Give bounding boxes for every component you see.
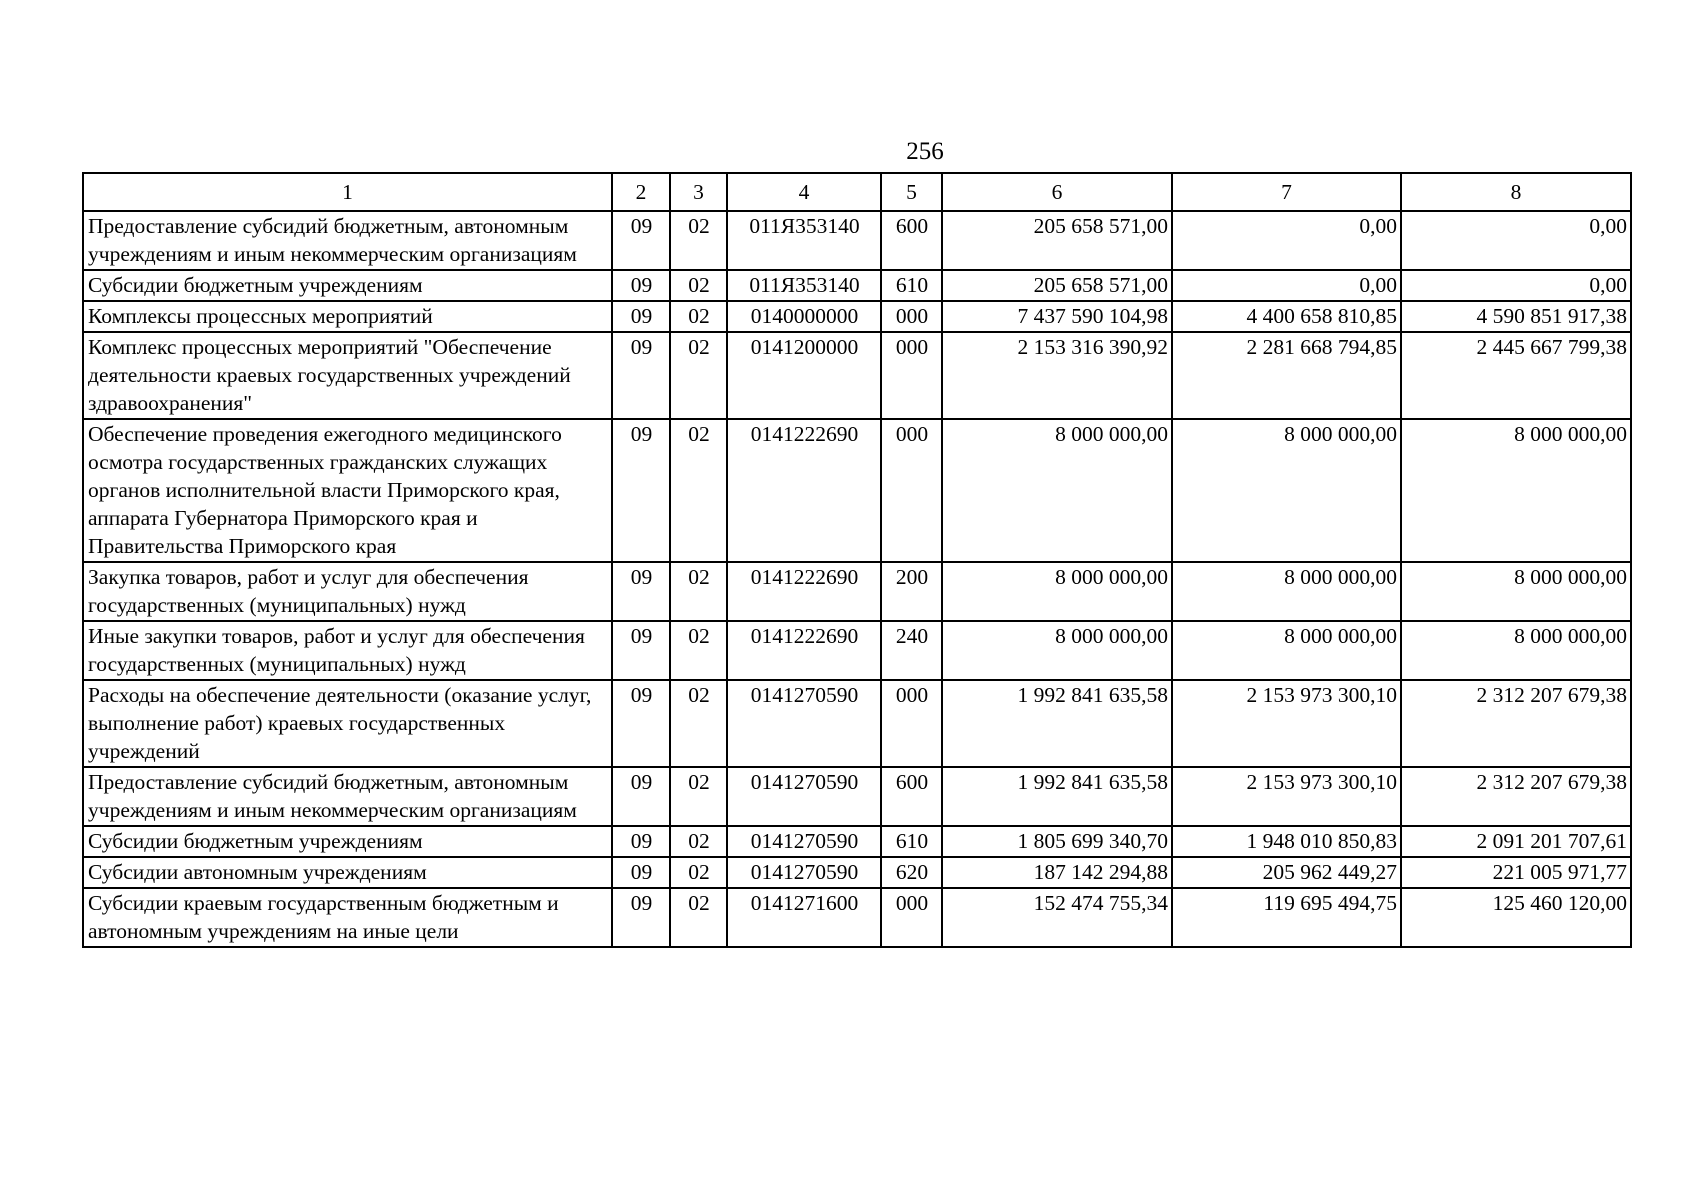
column-header: 2 [612,173,670,211]
target-code-cell: 011Я353140 [727,270,881,301]
target-code-cell: 011Я353140 [727,211,881,270]
row-name-cell: Субсидии бюджетным учреждениям [83,826,612,857]
target-code-cell: 0141200000 [727,332,881,419]
column-header: 3 [670,173,727,211]
amount-cell: 119 695 494,75 [1172,888,1401,947]
row-name-cell: Комплекс процессных мероприятий "Обеспечение деятельности краевых государственных учреждений здравоохранения" [83,332,612,419]
subsection-code-cell: 02 [670,857,727,888]
row-name-cell: Субсидии краевым государственным бюджетным и автономным учреждениям на иные цели [83,888,612,947]
amount-cell: 2 153 973 300,10 [1172,767,1401,826]
amount-cell: 0,00 [1172,211,1401,270]
target-code-cell: 0141270590 [727,767,881,826]
subsection-code-cell: 02 [670,419,727,562]
column-header: 8 [1401,173,1631,211]
amount-cell: 8 000 000,00 [942,621,1172,680]
row-name-cell: Закупка товаров, работ и услуг для обеспечения государственных (муниципальных) нужд [83,562,612,621]
section-code-cell: 09 [612,888,670,947]
amount-cell: 8 000 000,00 [1401,621,1631,680]
expense-type-cell: 000 [881,301,942,332]
budget-table [82,172,1632,948]
subsection-code-cell: 02 [670,211,727,270]
table-row [83,270,1631,301]
amount-cell: 8 000 000,00 [1401,562,1631,621]
amount-cell: 2 091 201 707,61 [1401,826,1631,857]
amount-cell: 2 153 973 300,10 [1172,680,1401,767]
column-header: 6 [942,173,1172,211]
expense-type-cell: 200 [881,562,942,621]
expense-type-cell: 000 [881,419,942,562]
section-code-cell: 09 [612,767,670,826]
section-code-cell: 09 [612,562,670,621]
section-code-cell: 09 [612,621,670,680]
page-number: 256 [906,138,944,165]
amount-cell: 205 962 449,27 [1172,857,1401,888]
section-code-cell: 09 [612,211,670,270]
target-code-cell: 0141270590 [727,857,881,888]
amount-cell: 1 992 841 635,58 [942,767,1172,826]
table-row [83,888,1631,947]
table-row [83,767,1631,826]
amount-cell: 8 000 000,00 [1172,621,1401,680]
target-code-cell: 0141222690 [727,419,881,562]
amount-cell: 2 312 207 679,38 [1401,767,1631,826]
amount-cell: 205 658 571,00 [942,270,1172,301]
subsection-code-cell: 02 [670,767,727,826]
section-code-cell: 09 [612,301,670,332]
amount-cell: 125 460 120,00 [1401,888,1631,947]
table-header-row [83,173,1631,211]
amount-cell: 1 992 841 635,58 [942,680,1172,767]
amount-cell: 0,00 [1172,270,1401,301]
amount-cell: 221 005 971,77 [1401,857,1631,888]
amount-cell: 2 445 667 799,38 [1401,332,1631,419]
subsection-code-cell: 02 [670,680,727,767]
amount-cell: 8 000 000,00 [1172,419,1401,562]
amount-cell: 2 312 207 679,38 [1401,680,1631,767]
target-code-cell: 0140000000 [727,301,881,332]
table-row [83,826,1631,857]
expense-type-cell: 610 [881,826,942,857]
section-code-cell: 09 [612,857,670,888]
expense-type-cell: 240 [881,621,942,680]
table-row [83,211,1631,270]
amount-cell: 4 590 851 917,38 [1401,301,1631,332]
section-code-cell: 09 [612,680,670,767]
target-code-cell: 0141271600 [727,888,881,947]
section-code-cell: 09 [612,332,670,419]
row-name-cell: Субсидии автономным учреждениям [83,857,612,888]
amount-cell: 1 948 010 850,83 [1172,826,1401,857]
amount-cell: 8 000 000,00 [1172,562,1401,621]
row-name-cell: Расходы на обеспечение деятельности (оказание услуг, выполнение работ) краевых государственных учреждений [83,680,612,767]
row-name-cell: Предоставление субсидий бюджетным, автономным учреждениям и иным некоммерческим организациям [83,211,612,270]
row-name-cell: Иные закупки товаров, работ и услуг для обеспечения государственных (муниципальных) нужд [83,621,612,680]
expense-type-cell: 620 [881,857,942,888]
expense-type-cell: 000 [881,888,942,947]
amount-cell: 152 474 755,34 [942,888,1172,947]
amount-cell: 2 281 668 794,85 [1172,332,1401,419]
table-row [83,419,1631,562]
subsection-code-cell: 02 [670,562,727,621]
expense-type-cell: 600 [881,211,942,270]
column-header: 1 [83,173,612,211]
amount-cell: 8 000 000,00 [1401,419,1631,562]
row-name-cell: Предоставление субсидий бюджетным, автономным учреждениям и иным некоммерческим организациям [83,767,612,826]
row-name-cell: Обеспечение проведения ежегодного медицинского осмотра государственных гражданских служащих органов исполнительной власти Приморского края, аппарата Губернатора Приморского края и Правительства Приморского края [83,419,612,562]
table-row [83,621,1631,680]
section-code-cell: 09 [612,826,670,857]
table-row [83,301,1631,332]
target-code-cell: 0141222690 [727,562,881,621]
expense-type-cell: 600 [881,767,942,826]
amount-cell: 8 000 000,00 [942,562,1172,621]
subsection-code-cell: 02 [670,621,727,680]
section-code-cell: 09 [612,270,670,301]
subsection-code-cell: 02 [670,332,727,419]
amount-cell: 187 142 294,88 [942,857,1172,888]
table-row [83,562,1631,621]
expense-type-cell: 000 [881,332,942,419]
table-body [83,211,1631,947]
table-row [83,332,1631,419]
expense-type-cell: 610 [881,270,942,301]
column-header: 4 [727,173,881,211]
row-name-cell: Комплексы процессных мероприятий [83,301,612,332]
column-header: 5 [881,173,942,211]
amount-cell: 4 400 658 810,85 [1172,301,1401,332]
expense-type-cell: 000 [881,680,942,767]
amount-cell: 0,00 [1401,270,1631,301]
subsection-code-cell: 02 [670,826,727,857]
amount-cell: 205 658 571,00 [942,211,1172,270]
amount-cell: 2 153 316 390,92 [942,332,1172,419]
subsection-code-cell: 02 [670,888,727,947]
target-code-cell: 0141222690 [727,621,881,680]
row-name-cell: Субсидии бюджетным учреждениям [83,270,612,301]
amount-cell: 0,00 [1401,211,1631,270]
column-header: 7 [1172,173,1401,211]
amount-cell: 7 437 590 104,98 [942,301,1172,332]
section-code-cell: 09 [612,419,670,562]
amount-cell: 1 805 699 340,70 [942,826,1172,857]
subsection-code-cell: 02 [670,301,727,332]
target-code-cell: 0141270590 [727,680,881,767]
subsection-code-cell: 02 [670,270,727,301]
target-code-cell: 0141270590 [727,826,881,857]
table-row [83,857,1631,888]
amount-cell: 8 000 000,00 [942,419,1172,562]
table-row [83,680,1631,767]
